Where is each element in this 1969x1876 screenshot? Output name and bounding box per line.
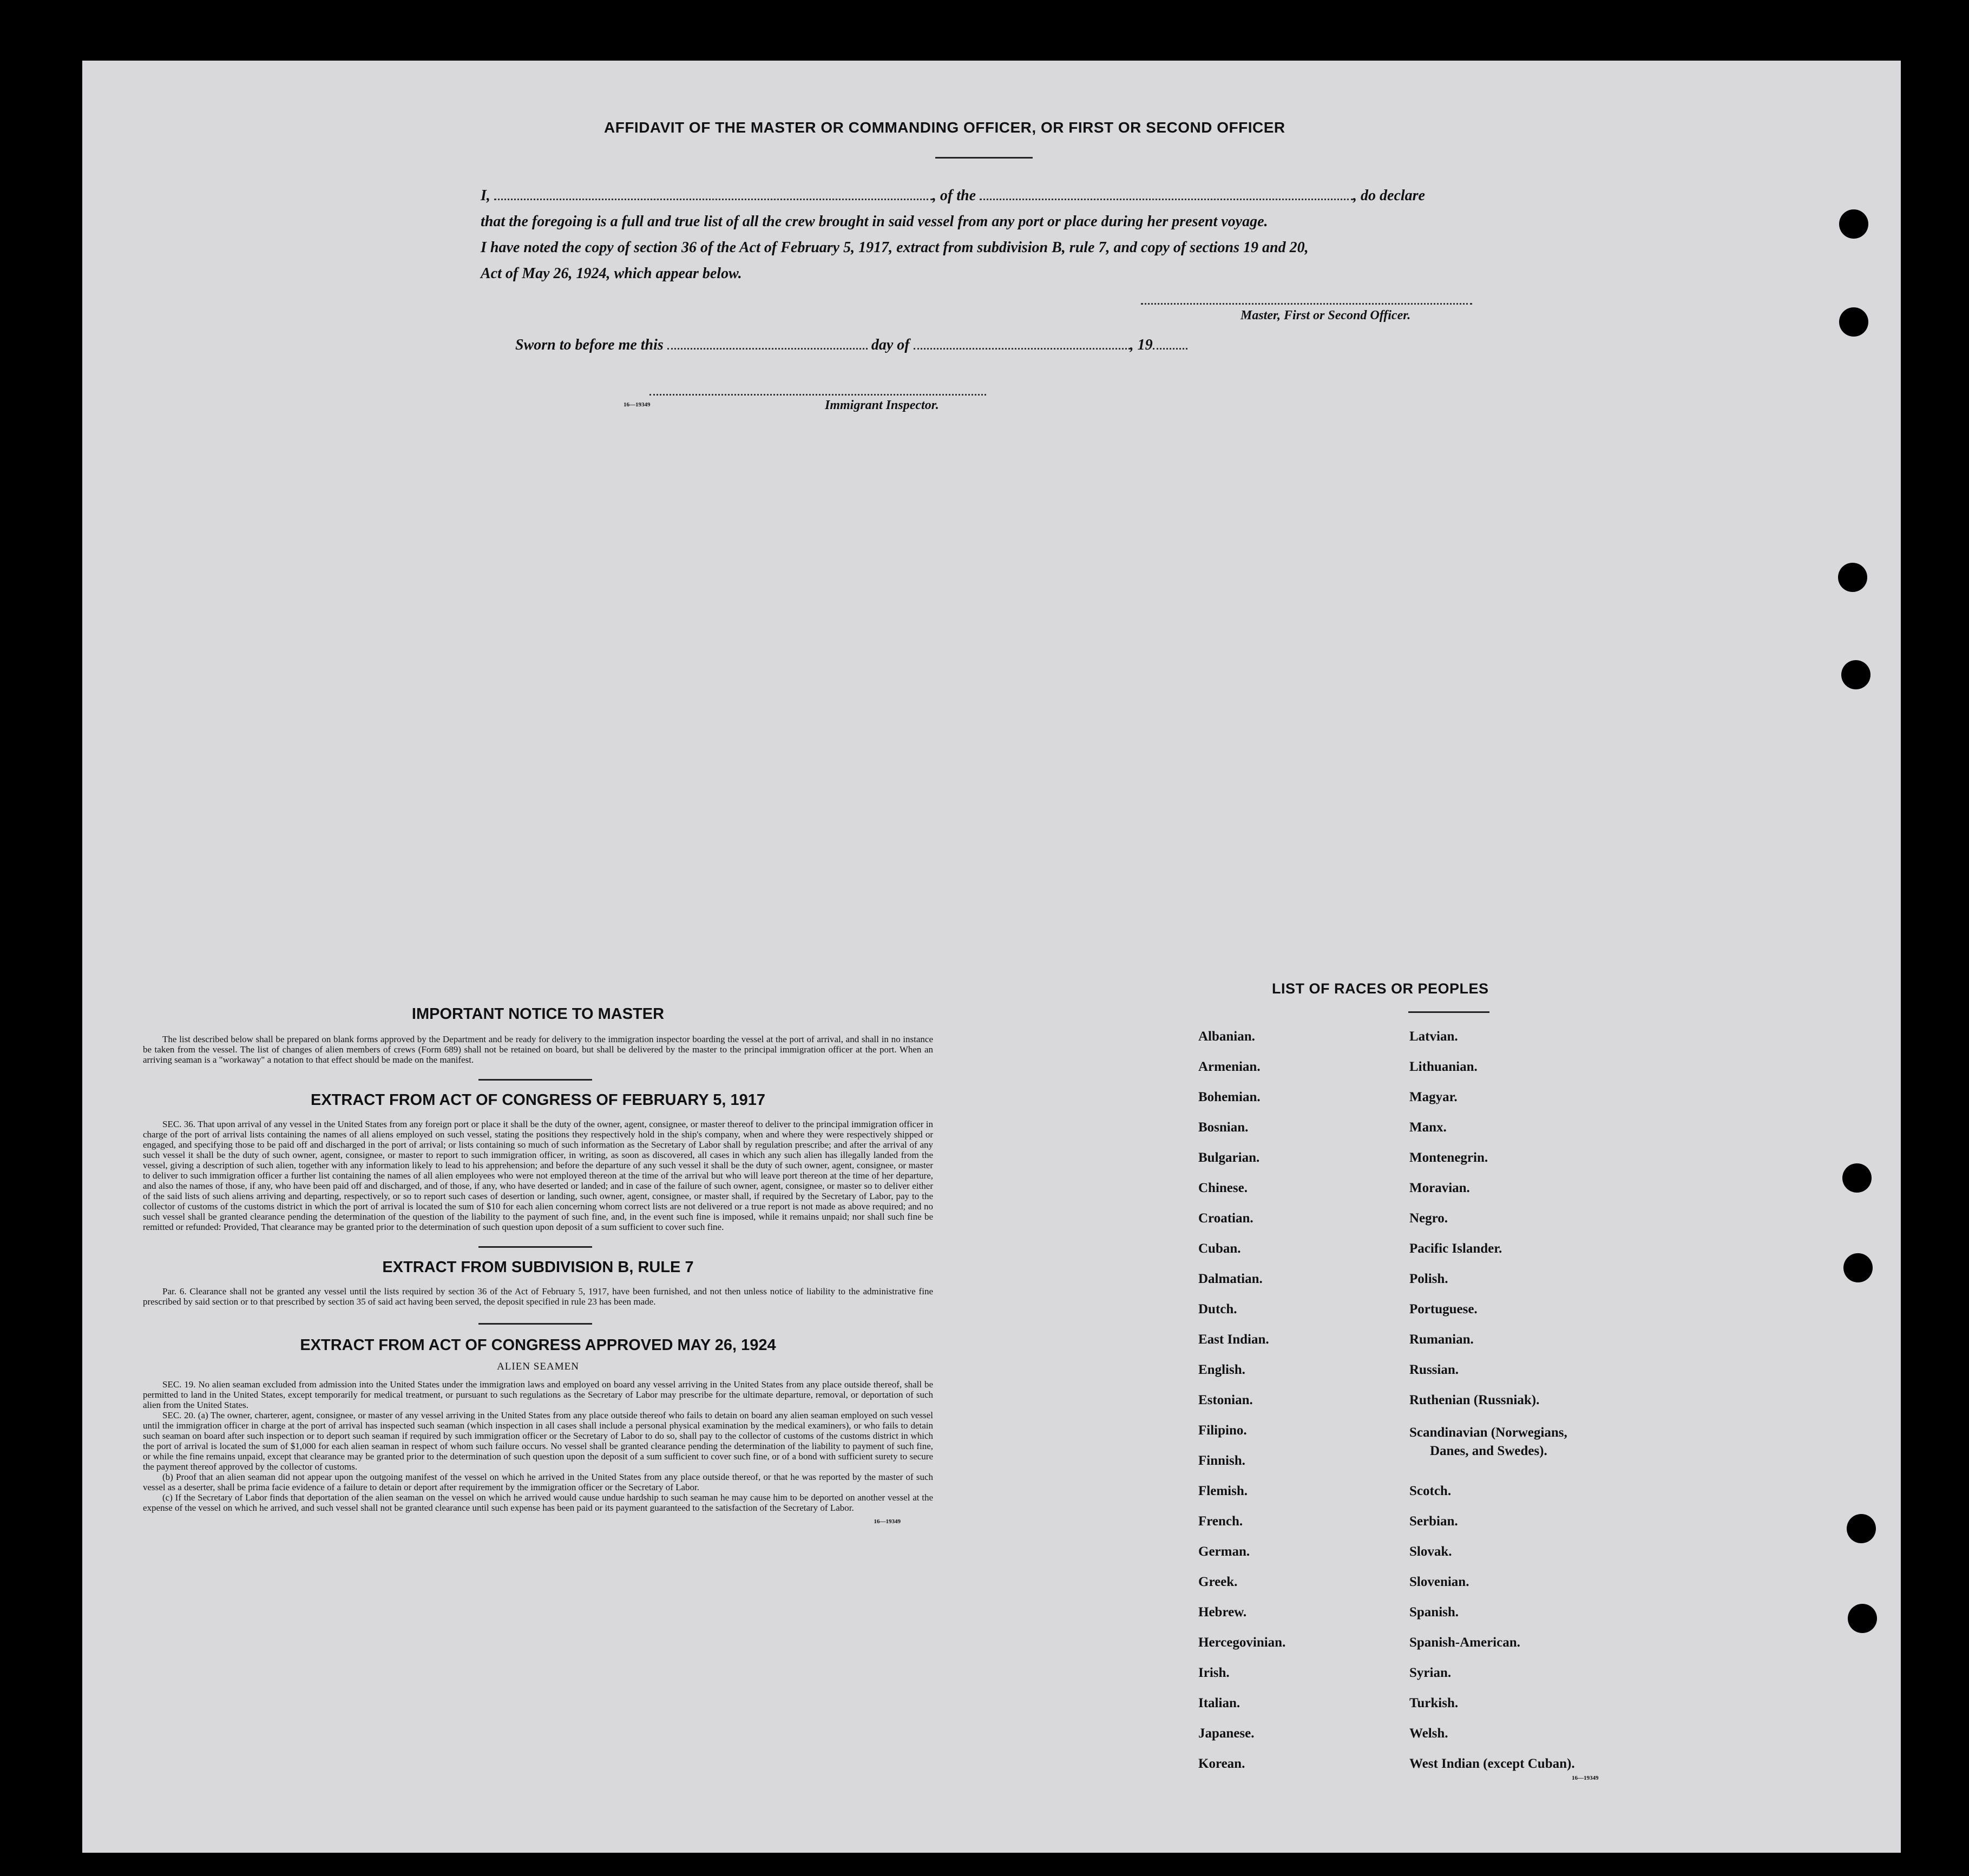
do-declare-label: , do declare: [1353, 187, 1425, 204]
affidavit-line-1: [481, 187, 1425, 205]
race-item: Korean.: [1198, 1756, 1245, 1771]
race-item: Magyar.: [1409, 1090, 1458, 1104]
race-item: Armenian.: [1198, 1059, 1261, 1074]
race-item: Scandinavian (Norwegians,: [1409, 1425, 1567, 1440]
day-blank[interactable]: [667, 337, 868, 350]
extract-1924-title: EXTRACT FROM ACT OF CONGRESS APPROVED MAY 26, 1924: [300, 1337, 776, 1354]
race-item: Welsh.: [1409, 1726, 1448, 1741]
divider: [478, 1079, 592, 1081]
race-item: Portuguese.: [1409, 1302, 1478, 1317]
punch-hole: [1838, 563, 1867, 592]
race-item: Montenegrin.: [1409, 1150, 1488, 1165]
race-item: Finnish.: [1198, 1453, 1245, 1468]
race-item: Rumanian.: [1409, 1332, 1474, 1347]
divider: [478, 1246, 592, 1248]
alien-seamen-subtitle: ALIEN SEAMEN: [497, 1361, 579, 1372]
race-item: Albanian.: [1198, 1029, 1255, 1044]
race-item: Spanish-American.: [1409, 1635, 1520, 1650]
race-item: Spanish.: [1409, 1605, 1459, 1620]
of-the-label: , of the: [932, 187, 976, 204]
race-item: Serbian.: [1409, 1514, 1458, 1529]
race-item: Bohemian.: [1198, 1090, 1261, 1104]
notice-title: IMPORTANT NOTICE TO MASTER: [411, 1005, 665, 1023]
notice-text: The list described below shall be prepared on blank forms approved by the Department and be ready for delivery to the immigration inspector boarding the vessel at the port of arrival, and shall in no instance be taken from the vessel. The list of changes of alien members of crews (Form 689) shall not be retained on board, but shall be delivered by the master to the principal immigration officer at the port. When an arriving seaman is a "workaway" a notation to that effect should be made on the manifest.: [143, 1034, 933, 1065]
punch-hole: [1841, 660, 1870, 689]
race-item: Bosnian.: [1198, 1120, 1249, 1135]
form-code: 16—19349: [874, 1518, 901, 1525]
rule7-title: EXTRACT FROM SUBDIVISION B, RULE 7: [382, 1259, 694, 1276]
punch-hole: [1839, 307, 1868, 337]
race-item: Slovenian.: [1409, 1575, 1469, 1589]
punch-hole: [1839, 209, 1868, 239]
race-item: Syrian.: [1409, 1666, 1452, 1680]
form-code: 16—19349: [1572, 1775, 1599, 1781]
rule7-text: Par. 6. Clearance shall not be granted any vessel until the lists required by section 36 of the Act of February 5, 1917, have been furnished, and not then unless notice of liability to the administrative fine prescribed by said section or to that prescribed by section 35 of said act having been served, the deposit specified in rule 23 has been made.: [143, 1286, 933, 1307]
punch-hole: [1848, 1604, 1877, 1633]
year-blank[interactable]: [1153, 337, 1187, 350]
race-item: Russian.: [1409, 1362, 1459, 1377]
race-item: Japanese.: [1198, 1726, 1255, 1741]
race-item: Cuban.: [1198, 1241, 1241, 1256]
divider: [1408, 1011, 1489, 1013]
inspector-label: Immigrant Inspector.: [825, 398, 939, 412]
name-blank[interactable]: [494, 188, 933, 200]
i-label: I,: [481, 187, 490, 204]
race-item: Chinese.: [1198, 1181, 1248, 1195]
race-item: Pacific Islander.: [1409, 1241, 1502, 1256]
sworn-label: Sworn to before me this: [515, 337, 664, 353]
race-item: Slovak.: [1409, 1544, 1452, 1559]
punch-hole: [1843, 1253, 1873, 1282]
punch-hole: [1847, 1514, 1876, 1543]
race-item: Negro.: [1409, 1211, 1448, 1226]
divider: [478, 1323, 592, 1325]
race-item: Irish.: [1198, 1666, 1230, 1680]
race-item: Danes, and Swedes).: [1430, 1444, 1547, 1458]
race-item: Lithuanian.: [1409, 1059, 1478, 1074]
month-blank[interactable]: [914, 337, 1130, 350]
race-item: Hebrew.: [1198, 1605, 1247, 1620]
extract-1917-title: EXTRACT FROM ACT OF CONGRESS OF FEBRUARY 5, 1917: [310, 1091, 766, 1109]
race-item: English.: [1198, 1362, 1245, 1377]
race-item: Latvian.: [1409, 1029, 1458, 1044]
signature-label: Master, First or Second Officer.: [1241, 308, 1411, 322]
race-item: Moravian.: [1409, 1181, 1470, 1195]
race-item: East Indian.: [1198, 1332, 1269, 1347]
affidavit-line-4: Act of May 26, 1924, which appear below.: [481, 265, 742, 282]
race-item: Greek.: [1198, 1575, 1238, 1589]
race-item: Ruthenian (Russniak).: [1409, 1393, 1540, 1407]
race-item: German.: [1198, 1544, 1250, 1559]
race-item: Hercegovinian.: [1198, 1635, 1286, 1650]
year-label: , 19: [1130, 337, 1153, 353]
race-item: French.: [1198, 1514, 1243, 1529]
race-item: Dutch.: [1198, 1302, 1237, 1317]
divider: [935, 157, 1033, 159]
race-item: West Indian (except Cuban).: [1409, 1756, 1575, 1771]
affidavit-title: AFFIDAVIT OF THE MASTER OR COMMANDING OFFICER, OR FIRST OR SECOND OFFICER: [604, 119, 1285, 136]
extract-1924-text: SEC. 19. No alien seaman excluded from admission into the United States under the immigration laws and employed on board any vessel arriving in the United States from any place outside thereof, shall be permitted to land in the United States, except temporarily for medical treatment, or pursuant to such regulations as the Secretary of Labor may prescribe for the ultimate departure, removal, or deportation of such alien from the United States. SEC. 20. (a) The owner, charterer, agent, consignee, or master of any vessel arriving in the United States from any place outside thereof who fails to detain on board any alien seaman employed on such vessel until the immigration officer in charge at the port of arrival has inspected such seaman (which inspection in all cases shall include a personal physical examination by the medical examiners), or who fails to detain such seaman on board after such inspection or to deport such seaman if required by such immigration officer or the Secretary of Labor to do so, shall pay to the collector of customs of the customs district in which the port of arrival is located the sum of $1,000 for each alien seaman in respect of whom such failure occurs. No vessel shall be granted clearance pending the determination of the liability to payment of such fine, or while the fine remains unpaid, except that clearance may be granted prior to the determination of such question upon the deposit of a sum sufficient to cover such fine, or of a bond with sufficient surety to secure the payment thereof approved by the collector of customs. (b) Proof that an alien seaman did not appear upon the outgoing manifest of the vessel on which he arrived in the United States from any place outside thereof, or that he was reported by the master of such vessel as a deserter, shall be prima facie evidence of a failure to detain or deport after requirement by the immigration officer or the Secretary of Labor. (c) If the Secretary of Labor finds that deportation of the alien seaman on the vessel on which he arrived would cause undue hardship to such seaman he may cause him to be deported on another vessel at the expense of the vessel on which he arrived, and such vessel shall not be granted clearance until such expense has been paid or its payment guaranteed to the satisfaction of the Secretary of Labor.: [143, 1379, 933, 1513]
race-item: Polish.: [1409, 1272, 1448, 1286]
race-item: Turkish.: [1409, 1696, 1459, 1710]
race-item: Flemish.: [1198, 1484, 1248, 1498]
affidavit-line-2: that the foregoing is a full and true list of all the crew brought in said vessel from any port or place during her present voyage.: [481, 213, 1268, 230]
legal-text-column: [143, 1005, 933, 1525]
races-title: LIST OF RACES OR PEOPLES: [1272, 980, 1489, 997]
sworn-line: [515, 337, 1187, 354]
signature-line[interactable]: [1141, 303, 1472, 305]
race-item: Estonian.: [1198, 1393, 1253, 1407]
document-page: [82, 61, 1901, 1853]
race-item: Scotch.: [1409, 1484, 1452, 1498]
race-item: Filipino.: [1198, 1423, 1247, 1438]
day-of-label: day of: [871, 337, 910, 353]
punch-hole: [1842, 1163, 1872, 1193]
inspector-line[interactable]: [649, 394, 986, 396]
extract-1917-text: SEC. 36. That upon arrival of any vessel in the United States from any foreign port or place it shall be the duty of the owner, agent, consignee, or master thereof to deliver to the principal immigration officer in charge of the port of arrival lists containing the names of all aliens employed on such vessel, stating the positions they respectively hold in the ship's company, when and where they were respectively shipped or engaged, and specifying those to be paid off and discharged in the port of arrival; or lists containing so much of such information as the Secretary of Labor shall by regulation prescribe; and after the arrival of any such vessel it shall be the duty of such owner, agent, consignee, or master to report to such immigration officer, in writing, as soon as discovered, all cases in which any such alien has illegally landed from the vessel, giving a description of such alien, together with any information likely to lead to his apprehension; and before the departure of any such vessel it shall be the duty of such owner, agent, consignee, or master to deliver to such immigration officer a further list containing the names of all alien employees who were not employed thereon at the time of the arrival but who will leave port thereon at the time of her departure, and also the names of those, if any, who have been paid off and discharged, and of those, if any, who have deserted or landed; and in case of the failure of such owner, agent, consignee, or master so to deliver either of the said lists of such aliens arriving and departing, respectively, or so to report such cases of desertion or landing, such owner, agent, consignee, or master shall, if required by the Secretary of Labor, pay to the collector of customs of the customs district in which the port of arrival is located the sum of $10 for each alien concerning whom correct lists are not delivered or a true report is not made as above required; and no such vessel shall be granted clearance pending the determination of the question of the liability to the payment of such fine, and, in the event such fine is imposed, while it remains unpaid; nor shall such fine be remitted or refunded: Provided, That clearance may be granted prior to the determination of such question upon deposit of a sum sufficient to cover such fine.: [143, 1119, 933, 1232]
race-item: Dalmatian.: [1198, 1272, 1263, 1286]
form-code: 16—19349: [623, 401, 651, 408]
vessel-blank[interactable]: [980, 188, 1353, 200]
affidavit-line-3: I have noted the copy of section 36 of the Act of February 5, 1917, extract from subdivision B, rule 7, and copy of sections 19 and 20,: [481, 239, 1309, 256]
race-item: Manx.: [1409, 1120, 1447, 1135]
race-item: Bulgarian.: [1198, 1150, 1260, 1165]
race-item: Italian.: [1198, 1696, 1241, 1710]
race-item: Croatian.: [1198, 1211, 1253, 1226]
